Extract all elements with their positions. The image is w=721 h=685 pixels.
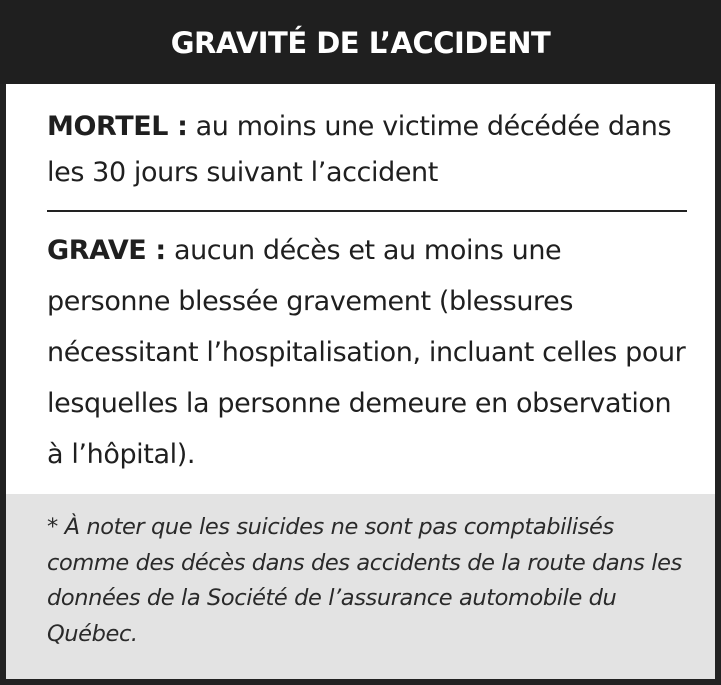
- definition-grave: [47, 225, 687, 480]
- term-grave: GRAVE :: [47, 235, 166, 266]
- card-title: GRAVITÉ DE L’ACCIDENT: [170, 26, 551, 60]
- footnote-text: * À noter que les suicides ne sont pas comptabilisés comme des décès dans des accidents de la route dans les données de la Société de l’assurance automobile du Québec.: [47, 514, 682, 647]
- definition-grave-text: aucun décès et au moins une personne blessée gravement (blessures nécessitant l’hospitalisation, incluant celles pour lesquelles la personne demeure en observation à l’hôpital).: [47, 235, 686, 470]
- definition-mortel-text: au moins une victime décédée dans les 30 jours suivant l’accident: [47, 111, 672, 188]
- divider: [47, 210, 687, 212]
- term-mortel: MORTEL :: [47, 111, 188, 142]
- definition-mortel: [47, 104, 687, 196]
- card-header: [0, 0, 721, 84]
- definitions-panel: [6, 84, 715, 494]
- note-panel: [6, 494, 715, 679]
